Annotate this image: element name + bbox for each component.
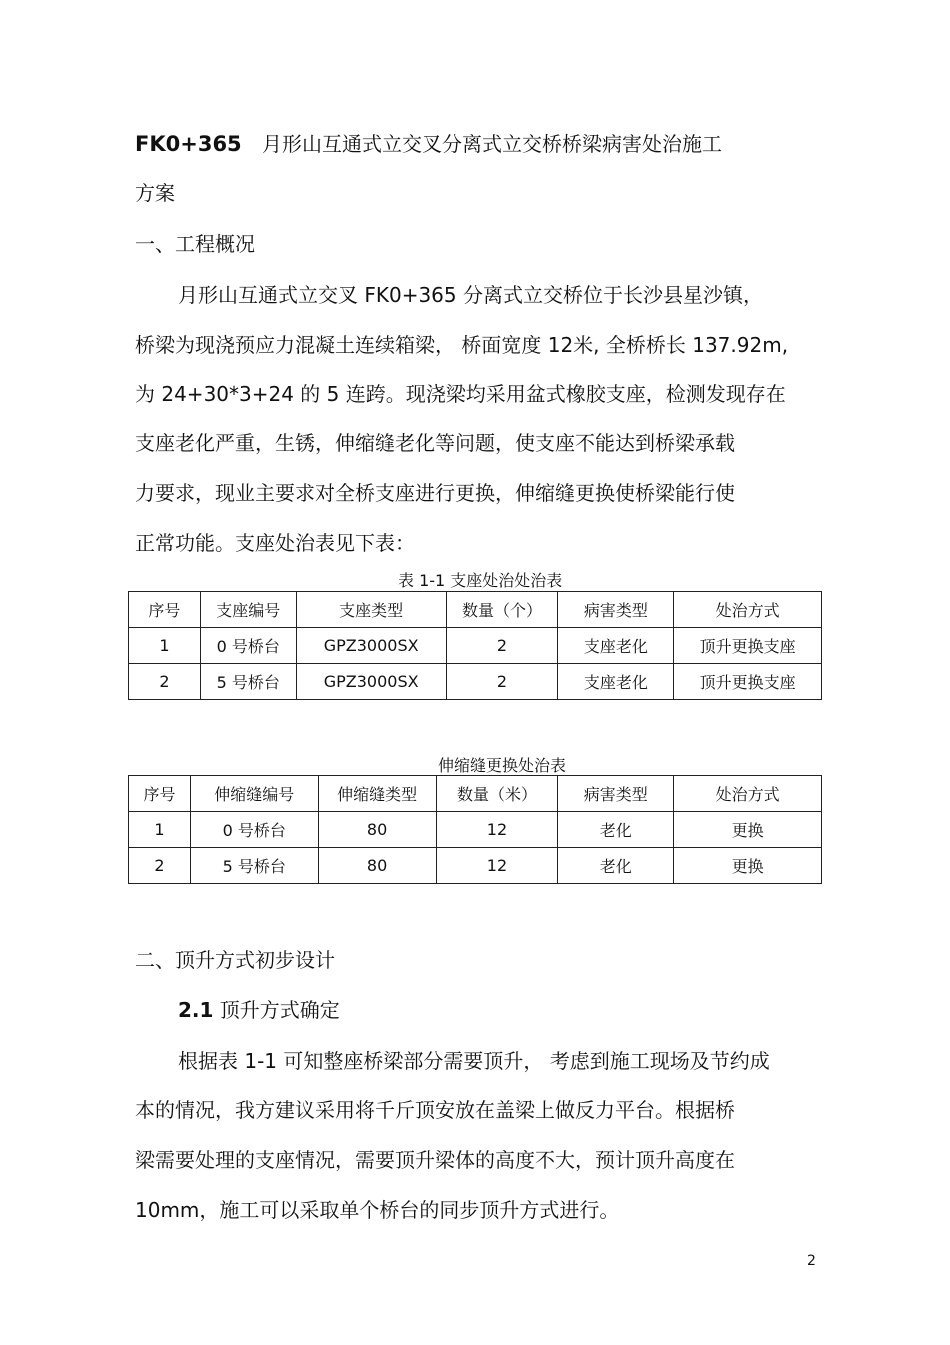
table-cell: 顶升更换支座 [674, 628, 822, 664]
header-cell: 伸缩缝类型 [318, 776, 436, 812]
table-cell: 0 号桥台 [190, 812, 318, 848]
table-row [129, 848, 822, 884]
table-cell: 2 [446, 628, 558, 664]
header-cell: 病害类型 [558, 776, 674, 812]
table-cell: 5 号桥台 [200, 664, 296, 700]
para2-line: 根据表 1-1 可知整座桥梁部分需要顶升， 考虑到施工现场及节约成 [178, 1049, 770, 1073]
header-cell: 支座类型 [296, 592, 446, 628]
table-cell: 支座老化 [558, 628, 674, 664]
table-cell: 顶升更换支座 [674, 664, 822, 700]
para1-line: 桥梁为现浇预应力混凝土连续箱梁， 桥面宽度 12米, 全桥桥长 137.92m, [135, 333, 789, 357]
subsection-text: 顶升方式确定 [213, 998, 340, 1022]
table2-caption: 伸缩缝更换处治表 [438, 756, 567, 775]
table-cell: 2 [129, 848, 191, 884]
para1-line: 支座老化严重，生锈，伸缩缝老化等问题，使支座不能达到桥梁承载 [135, 431, 735, 455]
table-cell: 1 [129, 628, 201, 664]
table-cell: 80 [318, 812, 436, 848]
header-cell: 病害类型 [558, 592, 674, 628]
table-row [129, 812, 822, 848]
header-cell: 伸缩缝编号 [190, 776, 318, 812]
header-cell: 处治方式 [674, 776, 822, 812]
header-cell: 处治方式 [674, 592, 822, 628]
subsection-number: 2.1 [178, 998, 214, 1022]
table1-caption: 表 1-1 支座处治处治表 [398, 571, 563, 590]
table-cell: 80 [318, 848, 436, 884]
bearing-table [128, 591, 822, 700]
header-cell: 支座编号 [200, 592, 296, 628]
table-cell: GPZ3000SX [296, 664, 446, 700]
para2-line: 10mm，施工可以采取单个桥台的同步顶升方式进行。 [135, 1198, 620, 1222]
document-title [135, 131, 722, 157]
table-cell: 支座老化 [558, 664, 674, 700]
expansion-joint-table [128, 775, 822, 884]
table-cell: 2 [129, 664, 201, 700]
para1-line: 月形山互通式立交叉 FK0+365 分离式立交桥位于长沙县星沙镇， [178, 283, 763, 307]
header-cell: 数量（个） [446, 592, 558, 628]
table-cell: 更换 [674, 848, 822, 884]
para1-line: 为 24+30*3+24 的 5 连跨。现浇梁均采用盆式橡胶支座，检测发现存在 [135, 382, 786, 406]
table-cell: 1 [129, 812, 191, 848]
para1-line: 正常功能。支座处治表见下表： [135, 531, 415, 555]
document-title-line2: 方案 [135, 181, 175, 205]
table-cell: 0 号桥台 [200, 628, 296, 664]
table-row [129, 628, 822, 664]
table-cell: 老化 [558, 848, 674, 884]
table-header-row [129, 776, 822, 812]
header-cell: 序号 [129, 776, 191, 812]
section2-heading: 二、顶升方式初步设计 [135, 948, 335, 972]
table-cell: 老化 [558, 812, 674, 848]
section1-heading: 一、工程概况 [135, 232, 255, 256]
table-cell: 5 号桥台 [190, 848, 318, 884]
title-text: 月形山互通式立交叉分离式立交桥桥梁病害处治施工 [262, 132, 723, 156]
table-header-row [129, 592, 822, 628]
table-cell: GPZ3000SX [296, 628, 446, 664]
subsection-heading [178, 997, 340, 1023]
para2-line: 本的情况，我方建议采用将千斤顶安放在盖梁上做反力平台。根据桥 [135, 1098, 735, 1122]
table-cell: 更换 [674, 812, 822, 848]
para1-line: 力要求，现业主要求对全桥支座进行更换，伸缩缝更换使桥梁能行使 [135, 481, 735, 505]
table-cell: 12 [436, 812, 558, 848]
title-code: FK0+365 [135, 132, 242, 156]
header-cell: 数量（米） [436, 776, 558, 812]
table-cell: 12 [436, 848, 558, 884]
table-row [129, 664, 822, 700]
para2-line: 梁需要处理的支座情况，需要顶升梁体的高度不大，预计顶升高度在 [135, 1148, 735, 1172]
table-cell: 2 [446, 664, 558, 700]
page-number: 2 [807, 1253, 816, 1269]
header-cell: 序号 [129, 592, 201, 628]
